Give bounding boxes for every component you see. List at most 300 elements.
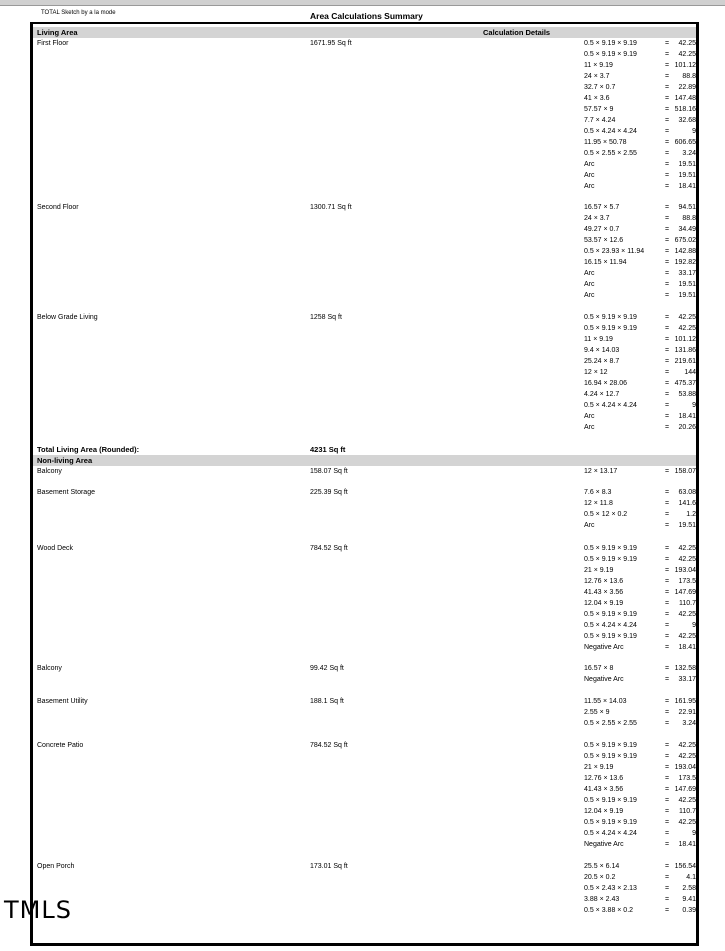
calc-result: 42.25 [678,40,696,47]
calc-row [584,235,696,246]
calc-expression: 12.04 × 9.19 [584,808,624,815]
equals-sign: = [665,248,670,255]
calc-expression: 4.24 × 12.7 [584,391,620,398]
calc-result: 19.51 [678,172,696,179]
calc-expression: 0.5 × 2.55 × 2.55 [584,720,637,727]
calc-expression: 0.5 × 4.24 × 4.24 [584,402,637,409]
calc-expression: 11 × 9.19 [584,336,613,343]
calc-result: 42.25 [678,545,696,552]
calc-result: 110.7 [679,808,696,815]
area-name: Basement Storage [37,489,95,496]
calc-row [584,268,696,279]
calc-row [584,170,696,181]
calc-result: 193.04 [674,567,696,574]
calc-expression: 49.27 × 0.7 [584,226,620,233]
calc-row [584,565,696,576]
calc-row [584,740,696,751]
calc-result: 3.24 [682,150,696,157]
calc-expression: Arc [584,183,595,190]
calc-row [584,71,696,82]
calc-result: 88.8 [682,215,696,222]
calc-expression: 57.57 × 9 [584,106,614,113]
calc-list [584,861,696,916]
calc-result: 9 [692,830,696,837]
calc-result: 518.16 [674,106,696,113]
equals-sign: = [665,161,670,168]
equals-sign: = [665,489,670,496]
calc-row [584,137,696,148]
calc-row [584,378,696,389]
calc-result: 147.69 [674,589,696,596]
calc-expression: 0.5 × 4.24 × 4.24 [584,128,637,135]
calc-row [584,400,696,411]
calc-expression: 9.4 × 14.03 [584,347,620,354]
equals-sign: = [665,51,670,58]
equals-sign: = [665,665,670,672]
calc-result: 42.25 [678,819,696,826]
area-name: Basement Utility [37,698,88,705]
area-value: 784.52 Sq ft [310,545,348,552]
equals-sign: = [665,281,670,288]
calc-result: 94.51 [678,204,696,211]
equals-sign: = [665,775,670,782]
calc-expression: 53.57 × 12.6 [584,237,624,244]
calc-result: 675.02 [674,237,696,244]
calc-result: 101.12 [674,336,696,343]
calc-list [584,543,696,653]
calc-expression: 12 × 12 [584,369,608,376]
calc-expression: 12.76 × 13.6 [584,578,624,585]
calc-row [584,334,696,345]
calc-result: 4.1 [686,874,696,881]
equals-sign: = [665,896,670,903]
calc-row [584,159,696,170]
equals-sign: = [665,215,670,222]
equals-sign: = [665,808,670,815]
calc-list [584,202,696,301]
calc-result: 18.41 [678,841,696,848]
calc-result: 42.25 [678,314,696,321]
calc-expression: Arc [584,172,595,179]
calc-row [584,115,696,126]
area-name: Balcony [37,665,62,672]
area-value: 1300.71 Sq ft [310,204,352,211]
equals-sign: = [665,424,670,431]
calc-row [584,620,696,631]
area-value: 1258 Sq ft [310,314,342,321]
calc-row [584,411,696,422]
equals-sign: = [665,226,670,233]
area-value: 784.52 Sq ft [310,742,348,749]
calc-result: 147.69 [674,786,696,793]
calc-result: 33.17 [678,270,696,277]
calc-expression: 11.55 × 14.03 [584,698,627,705]
area-value: 1671.95 Sq ft [310,40,352,47]
calc-row [584,181,696,192]
area-value: 188.1 Sq ft [310,698,344,705]
calc-row [584,312,696,323]
calc-list [584,740,696,850]
calc-expression: 41.43 × 3.56 [584,786,624,793]
equals-sign: = [665,292,670,299]
equals-sign: = [665,522,670,529]
calc-expression: Arc [584,522,595,529]
equals-sign: = [665,633,670,640]
equals-sign: = [665,347,670,354]
calc-result: 42.25 [678,51,696,58]
living-area-header [33,27,696,38]
calc-expression: 0.5 × 12 × 0.2 [584,511,628,518]
calc-expression: 0.5 × 2.43 × 2.13 [584,885,637,892]
equals-sign: = [665,84,670,91]
area-name: Balcony [37,468,62,475]
calc-result: 42.25 [678,753,696,760]
calc-row [584,817,696,828]
calc-row [584,795,696,806]
equals-sign: = [665,753,670,760]
calc-list [584,696,696,729]
calc-row [584,126,696,137]
area-value: 158.07 Sq ft [310,468,348,475]
calc-result: 9 [692,622,696,629]
calc-row [584,674,696,685]
calc-expression: 0.5 × 9.19 × 9.19 [584,742,637,749]
equals-sign: = [665,874,670,881]
equals-sign: = [665,600,670,607]
calc-row [584,246,696,257]
calc-row [584,60,696,71]
calc-result: 101.12 [674,62,696,69]
equals-sign: = [665,545,670,552]
calc-expression: 0.5 × 9.19 × 9.19 [584,325,637,332]
calc-row [584,148,696,159]
calc-result: 42.25 [678,556,696,563]
calc-expression: 20.5 × 0.2 [584,874,616,881]
equals-sign: = [665,589,670,596]
calculation-details-heading: Calculation Details [483,28,551,37]
calc-result: 19.51 [678,281,696,288]
calc-result: 192.82 [674,259,696,266]
equals-sign: = [665,578,670,585]
calc-expression: 25.5 × 6.14 [584,863,620,870]
equals-sign: = [665,786,670,793]
calc-expression: 0.5 × 9.19 × 9.19 [584,819,637,826]
equals-sign: = [665,644,670,651]
calc-expression: 12.76 × 13.6 [584,775,624,782]
area-name: Below Grade Living [37,314,98,321]
calc-expression: Arc [584,161,595,168]
calc-row [584,773,696,784]
calc-row [584,290,696,301]
equals-sign: = [665,907,670,914]
calc-row [584,466,696,477]
equals-sign: = [665,885,670,892]
area-value: 225.39 Sq ft [310,489,348,496]
calc-expression: 11 × 9.19 [584,62,613,69]
equals-sign: = [665,183,670,190]
calc-result: 18.41 [678,183,696,190]
calc-row [584,257,696,268]
calc-row [584,828,696,839]
calc-expression: 0.5 × 4.24 × 4.24 [584,830,637,837]
calc-row [584,498,696,509]
total-living-area-value: 4231 Sq ft [310,445,346,454]
calc-row [584,587,696,598]
calc-row [584,213,696,224]
calc-row [584,894,696,905]
calc-result: 156.54 [674,863,696,870]
calc-expression: 21 × 9.19 [584,567,614,574]
equals-sign: = [665,391,670,398]
calc-expression: Arc [584,413,595,420]
equals-sign: = [665,500,670,507]
calc-result: 19.51 [678,161,696,168]
calc-row [584,356,696,367]
equals-sign: = [665,863,670,870]
equals-sign: = [665,358,670,365]
calc-row [584,751,696,762]
calc-expression: 0.5 × 9.19 × 9.19 [584,797,637,804]
calc-row [584,631,696,642]
calc-row [584,861,696,872]
calc-row [584,883,696,894]
equals-sign: = [665,611,670,618]
area-name: Open Porch [37,863,75,870]
equals-sign: = [665,73,670,80]
equals-sign: = [665,380,670,387]
calc-result: 18.41 [678,644,696,651]
page-title: Area Calculations Summary [310,11,423,21]
calc-result: 18.41 [678,413,696,420]
calc-row [584,389,696,400]
calc-result: 34.49 [678,226,696,233]
calc-expression: Arc [584,270,595,277]
calc-result: 475.37 [674,380,696,387]
calc-result: 2.58 [682,885,696,892]
top-rule [0,0,725,6]
equals-sign: = [665,369,670,376]
calc-result: 142.88 [674,248,696,255]
calc-expression: Arc [584,281,595,288]
calc-expression: 0.5 × 9.19 × 9.19 [584,753,637,760]
calc-expression: 2.55 × 9 [584,709,610,716]
mls-watermark: TMLS [4,896,72,924]
calc-result: 161.95 [674,698,696,705]
calc-result: 63.08 [678,489,696,496]
calc-expression: 0.5 × 3.88 × 0.2 [584,907,634,914]
calc-result: 53.88 [678,391,696,398]
equals-sign: = [665,204,670,211]
calc-result: 144 [684,369,696,376]
calc-result: 1.2 [686,511,696,518]
calc-result: 158.07 [674,468,696,475]
calc-expression: 0.5 × 9.19 × 9.19 [584,40,637,47]
calc-result: 606.65 [674,139,696,146]
calc-expression: Negative Arc [584,676,624,683]
equals-sign: = [665,139,670,146]
equals-sign: = [665,259,670,266]
calc-row [584,762,696,773]
equals-sign: = [665,40,670,47]
calc-list [584,312,696,433]
calc-expression: 24 × 3.7 [584,215,610,222]
equals-sign: = [665,106,670,113]
calc-expression: 0.5 × 23.93 × 11.94 [584,248,645,255]
software-credit: TOTAL Sketch by a la mode [41,10,116,16]
calc-expression: 7.7 × 4.24 [584,117,616,124]
equals-sign: = [665,150,670,157]
calc-expression: 16.57 × 8 [584,665,614,672]
equals-sign: = [665,622,670,629]
calc-expression: 7.6 × 8.3 [584,489,612,496]
calc-expression: Arc [584,292,595,299]
equals-sign: = [665,468,670,475]
calc-result: 42.25 [678,633,696,640]
equals-sign: = [665,325,670,332]
calc-expression: 0.5 × 4.24 × 4.24 [584,622,637,629]
calc-row [584,509,696,520]
calc-result: 88.8 [682,73,696,80]
equals-sign: = [665,797,670,804]
calc-result: 193.04 [674,764,696,771]
calc-result: 132.58 [674,665,696,672]
equals-sign: = [665,336,670,343]
equals-sign: = [665,511,670,518]
calc-result: 20.26 [678,424,696,431]
equals-sign: = [665,413,670,420]
living-area-heading: Living Area [37,28,78,37]
calc-row [584,323,696,334]
equals-sign: = [665,698,670,705]
calc-row [584,202,696,213]
calc-row [584,718,696,729]
area-name: First Floor [37,40,69,47]
calc-row [584,367,696,378]
calc-expression: 0.5 × 9.19 × 9.19 [584,545,637,552]
calc-result: 32.68 [678,117,696,124]
calc-result: 19.51 [678,292,696,299]
calc-expression: 16.57 × 5.7 [584,204,620,211]
equals-sign: = [665,62,670,69]
calc-expression: 0.5 × 2.55 × 2.55 [584,150,637,157]
equals-sign: = [665,172,670,179]
calc-result: 173.5 [678,775,696,782]
non-living-area-header [33,455,696,466]
calc-row [584,784,696,795]
calc-expression: 12 × 11.8 [584,500,613,507]
calc-row [584,82,696,93]
equals-sign: = [665,117,670,124]
calc-result: 147.48 [674,95,696,102]
calc-result: 42.25 [678,611,696,618]
calc-expression: 0.5 × 9.19 × 9.19 [584,51,637,58]
equals-sign: = [665,819,670,826]
calc-expression: 32.7 × 0.7 [584,84,616,91]
calc-list [584,38,696,192]
calc-list [584,663,696,685]
calc-result: 42.25 [678,742,696,749]
area-name: Concrete Patio [37,742,84,749]
calc-expression: 21 × 9.19 [584,764,614,771]
calc-expression: 41.43 × 3.56 [584,589,624,596]
calc-row [584,104,696,115]
calc-expression: 24 × 3.7 [584,73,610,80]
equals-sign: = [665,567,670,574]
calc-result: 3.24 [682,720,696,727]
equals-sign: = [665,709,670,716]
calc-row [584,422,696,433]
calc-expression: 12 × 13.17 [584,468,618,475]
calc-result: 141.6 [678,500,696,507]
calc-result: 9 [692,128,696,135]
calc-result: 219.61 [674,358,696,365]
calc-row [584,905,696,916]
calc-row [584,872,696,883]
equals-sign: = [665,742,670,749]
calc-result: 19.51 [678,522,696,529]
equals-sign: = [665,237,670,244]
calc-result: 42.25 [678,797,696,804]
equals-sign: = [665,841,670,848]
calc-row [584,839,696,850]
calc-row [584,598,696,609]
equals-sign: = [665,270,670,277]
calc-expression: Negative Arc [584,644,624,651]
calc-expression: Negative Arc [584,841,624,848]
calc-row [584,609,696,620]
calc-row [584,707,696,718]
calc-row [584,806,696,817]
calc-list [584,487,696,531]
calc-row [584,642,696,653]
calc-expression: 0.5 × 9.19 × 9.19 [584,556,637,563]
calc-row [584,696,696,707]
total-living-area-row [33,444,696,455]
calc-row [584,224,696,235]
calc-result: 173.5 [678,578,696,585]
calc-row [584,576,696,587]
equals-sign: = [665,402,670,409]
calc-row [584,345,696,356]
area-value: 173.01 Sq ft [310,863,348,870]
calc-result: 110.7 [679,600,696,607]
calc-result: 0.39 [682,907,696,914]
calc-expression: 25.24 × 8.7 [584,358,620,365]
equals-sign: = [665,556,670,563]
calc-row [584,49,696,60]
calc-expression: 41 × 3.6 [584,95,610,102]
equals-sign: = [665,314,670,321]
calc-result: 9.41 [682,896,696,903]
area-value: 99.42 Sq ft [310,665,344,672]
calc-row [584,520,696,531]
equals-sign: = [665,830,670,837]
calc-row [584,279,696,290]
area-name: Second Floor [37,204,79,211]
calc-result: 33.17 [678,676,696,683]
calc-result: 42.25 [678,325,696,332]
calc-list [584,466,696,477]
calc-expression: 0.5 × 9.19 × 9.19 [584,611,637,618]
calc-row [584,487,696,498]
non-living-area-heading: Non-living Area [37,456,93,465]
calc-expression: 16.15 × 11.94 [584,259,627,266]
calc-row [584,554,696,565]
calc-expression: 0.5 × 9.19 × 9.19 [584,314,637,321]
calc-expression: 11.95 × 50.78 [584,139,627,146]
calc-row [584,38,696,49]
calc-result: 22.91 [678,709,696,716]
